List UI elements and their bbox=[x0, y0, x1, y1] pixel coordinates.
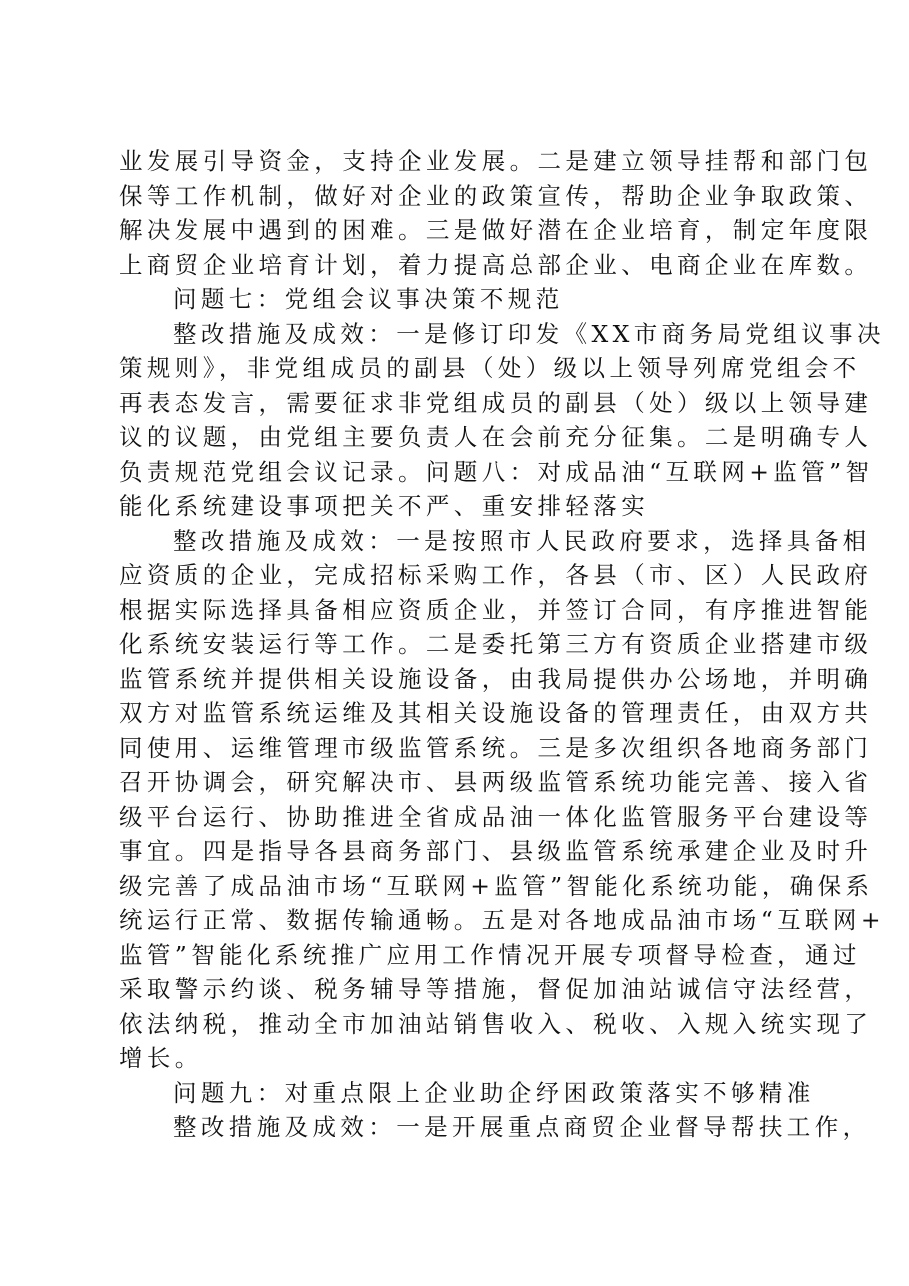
text-line: 同使用、运维管理市级监管系统。三是多次组织各地商务部门 bbox=[119, 733, 873, 762]
text-line: 策规则》，非党组成员的副县（处）级以上领导列席党组会不 bbox=[119, 354, 861, 382]
text-line: 应资质的企业，完成招标采购工作，各县（市、区）人民政府 bbox=[119, 561, 873, 589]
text-line: 整改措施及成效：一是开展重点商贸企业督导帮扶工作， bbox=[173, 1113, 871, 1141]
text-line: 级完善了成品油市场“互联网+监管”智能化系统功能，确保系 bbox=[119, 871, 874, 900]
text-line: 依法纳税，推动全市加油站销售收入、税收、入规入统实现了 bbox=[119, 1009, 873, 1038]
text-line: 化系统安装运行等工作。二是委托第三方有资质企业搭建市级 bbox=[119, 630, 873, 658]
text-line: 保等工作机制，做好对企业的政策宣传，帮助企业争取政策、 bbox=[119, 181, 873, 210]
text-line: 问题七：党组会议事决策不规范 bbox=[173, 285, 564, 313]
text-line: 议的议题，由党组主要负责人在会前充分征集。二是明确专人 bbox=[119, 423, 873, 451]
text-line: 双方对监管系统运维及其相关设施设备的管理责任，由双方共 bbox=[119, 699, 873, 727]
text-line: 召开协调会，研究解决市、县两级监管系统功能完善、接入省 bbox=[119, 768, 873, 796]
text-line: 根据实际选择具备相应资质企业，并签订合同，有序推进智能 bbox=[119, 595, 873, 624]
text-line: 业发展引导资金，支持企业发展。二是建立领导挂帮和部门包 bbox=[119, 147, 873, 175]
text-line: 解决发展中遇到的困难。三是做好潜在企业培育，制定年度限 bbox=[119, 216, 873, 244]
text-line: 再表态发言，需要征求非党组成员的副县（处）级以上领导建 bbox=[119, 388, 873, 417]
text-line: 采取警示约谈、税务辅导等措施，督促加油站诚信守法经营， bbox=[119, 975, 873, 1003]
text-line: 整改措施及成效：一是按照市人民政府要求，选择具备相 bbox=[173, 526, 871, 555]
text-line: 增长。 bbox=[119, 1044, 203, 1072]
document-body bbox=[119, 144, 885, 1145]
text-line: 级平台运行、协助推进全省成品油一体化监管服务平台建设等 bbox=[119, 802, 873, 831]
text-line: 上商贸企业培育计划，着力提高总部企业、电商企业在库数。 bbox=[119, 250, 873, 279]
text-line: 统运行正常、数据传输通畅。五是对各地成品油市场“互联网+ bbox=[119, 906, 885, 934]
text-line: 能化系统建设事项把关不严、重安排轻落实 bbox=[119, 492, 650, 520]
text-line: 整改措施及成效：一是修订印发《XX市商务局党组议事决 bbox=[173, 319, 885, 348]
text-line: 负责规范党组会议记录。问题八：对成品油“互联网+监管”智 bbox=[119, 457, 874, 486]
text-line: 监管”智能化系统推广应用工作情况开展专项督导检查，通过 bbox=[119, 940, 861, 969]
text-line: 事宜。四是指导各县商务部门、县级监管系统承建企业及时升 bbox=[119, 837, 873, 865]
text-line: 问题九：对重点限上企业助企纾困政策落实不够精准 bbox=[173, 1078, 815, 1107]
text-line: 监管系统并提供相关设施设备，由我局提供办公场地，并明确 bbox=[119, 664, 873, 693]
